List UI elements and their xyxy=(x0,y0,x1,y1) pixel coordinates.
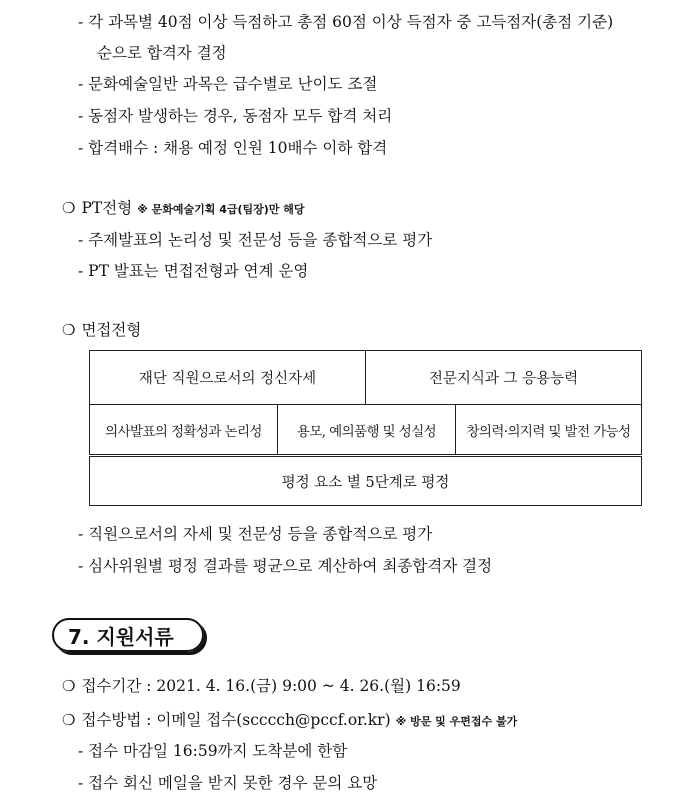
table-cell: 창의력·의지력 및 발전 가능성 xyxy=(456,405,642,456)
period-text: 접수기간 : 2021. 4. 16.(금) 9:00 ~ 4. 26.(월) 16:59 xyxy=(81,677,461,695)
table-row xyxy=(90,456,642,506)
table-row xyxy=(90,405,642,456)
pt-header xyxy=(62,196,305,218)
table-cell: 재단 직원으로서의 정신자세 xyxy=(90,351,366,405)
method-note: ※ 방문 및 우편접수 불가 xyxy=(395,715,518,728)
table-cell: 용모, 예의품행 및 성실성 xyxy=(278,405,456,456)
circle-bullet-icon: ❍ xyxy=(62,321,76,339)
period-line xyxy=(62,674,461,696)
pt-bullet-1: - 주제발표의 논리성 및 전문성 등을 종합적으로 평가 xyxy=(78,231,433,249)
interview-criteria-table xyxy=(89,350,642,506)
written-bullet-1-cont: 순으로 합격자 결정 xyxy=(97,44,227,62)
interview-bullet-2: - 심사위원별 평정 결과를 평균으로 계산하여 최종합격자 결정 xyxy=(78,557,493,575)
section-heading: 7. 지원서류 xyxy=(52,618,204,652)
method-text: 접수방법 : 이메일 접수(scccch@pccf.or.kr) xyxy=(81,711,391,729)
pt-bullet-2: - PT 발표는 면접전형과 연계 운영 xyxy=(78,262,309,280)
table-cell: 전문지식과 그 응용능력 xyxy=(366,351,642,405)
section7-bullet-2: - 접수 회신 메일을 받지 못한 경우 문의 요망 xyxy=(78,774,378,792)
interview-header xyxy=(62,318,141,340)
table-row xyxy=(90,351,642,405)
pt-note: ※ 문화예술기획 4급(팀장)만 해당 xyxy=(137,203,305,216)
interview-title: 면접전형 xyxy=(81,321,142,339)
section7-bullet-1: - 접수 마감일 16:59까지 도착분에 한함 xyxy=(78,742,348,760)
written-bullet-4: - 합격배수 : 채용 예정 인원 10배수 이하 합격 xyxy=(78,139,388,157)
written-bullet-3: - 동점자 발생하는 경우, 동점자 모두 합격 처리 xyxy=(78,107,393,125)
pt-title: PT전형 xyxy=(81,199,133,217)
table-cell: 평정 요소 별 5단계로 평정 xyxy=(90,456,642,506)
method-line xyxy=(62,708,517,730)
circle-bullet-icon: ❍ xyxy=(62,677,76,695)
interview-bullet-1: - 직원으로서의 자세 및 전문성 등을 종합적으로 평가 xyxy=(78,525,433,543)
circle-bullet-icon: ❍ xyxy=(62,199,76,217)
circle-bullet-icon: ❍ xyxy=(62,711,76,729)
written-bullet-1: - 각 과목별 40점 이상 득점하고 총점 60점 이상 득점자 중 고득점자(총점 기준) xyxy=(78,13,614,31)
written-bullet-2: - 문화예술일반 과목은 급수별로 난이도 조절 xyxy=(78,75,378,93)
table-cell: 의사발표의 정확성과 논리성 xyxy=(90,405,278,456)
